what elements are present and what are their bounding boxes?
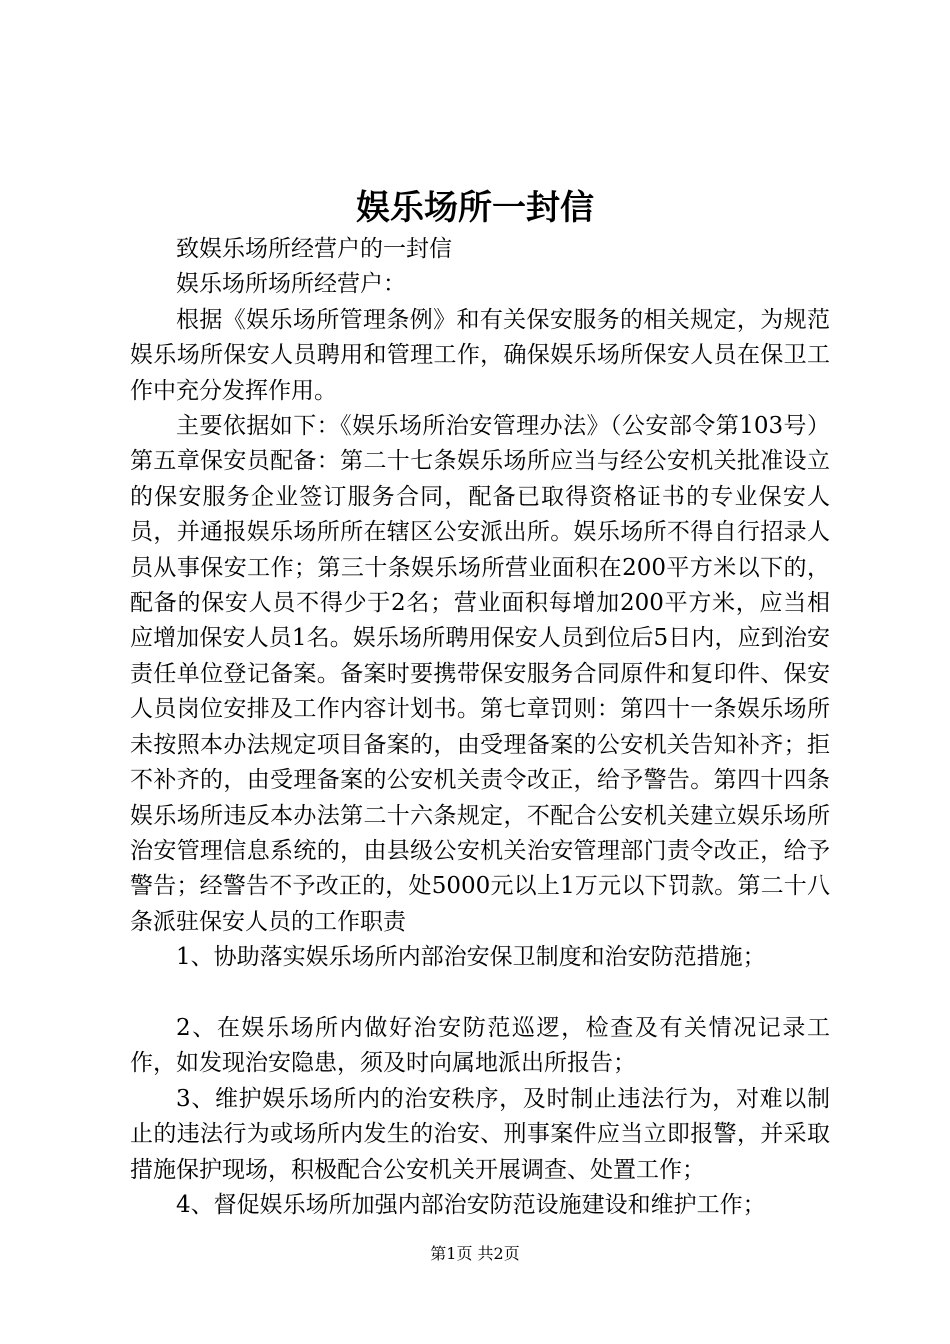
page-footer: 第1页 共2页 <box>430 1244 520 1263</box>
letter-heading: 致娱乐场所经营户的一封信 <box>176 236 452 262</box>
blank-line <box>130 976 830 1011</box>
salutation: 娱乐场所场所经营户： <box>176 271 406 298</box>
duty-item-4: 4、督促娱乐场所加强内部治安防范设施建设和维护工作； <box>176 1191 766 1218</box>
duty-item-3: 3、维护娱乐场所内的治安秩序，及时制止违法行为，对难以制止的违法行为或场所内发生的治安、刑事案件应当立即报警，并采取措施保护现场，积极配合公安机关开展调查、处置工作； <box>130 1085 830 1183</box>
intro-paragraph: 根据《娱乐场所管理条例》和有关保安服务的相关规定，为规范娱乐场所保安人员聘用和管理工作，确保娱乐场所保安人员在保卫工作中充分发挥作用。 <box>130 306 830 404</box>
duty-item-2: 2、在娱乐场所内做好治安防范巡逻，检查及有关情况记录工作，如发现治安隐患，须及时向属地派出所报告； <box>130 1014 830 1077</box>
document-title: 娱乐场所一封信 <box>356 188 594 228</box>
regulations-paragraph: 主要依据如下：《娱乐场所治安管理办法》（公安部令第103号）第五章保安员配备：第二十七条娱乐场所应当与经公安机关批准设立的保安服务企业签订服务合同，配备已取得资格证书的专业保安人员，并通报娱乐场所所在辖区公安派出所。娱乐场所不得自行招录人员从事保安工作；第三十条娱乐场所营业面积在200平方米以下的，配备的保安人员不得少于2名；营业面积每增加200平方米，应当相应增加保安人员1名。娱乐场所聘用保安人员到位后5日内，应到治安责任单位登记备案。备案时要携带保安服务合同原件和复印件、保安人员岗位安排及工作内容计划书。第七章罚则：第四十一条娱乐场所未按照本办法规定项目备案的，由受理备案的公安机关告知补齐；拒不补齐的，由受理备案的公安机关责令改正，给予警告。第四十四条娱乐场所违反本办法第二十六条规定，不配合公安机关建立娱乐场所治安管理信息系统的，由县级公安机关治安管理部门责令改正，给予警告；经警告不予改正的，处5000元以上1万元以下罚款。第二十八条派驻保安人员的工作职责 <box>130 413 830 935</box>
duty-item-1: 1、协助落实娱乐场所内部治安保卫制度和治安防范措施； <box>176 944 766 971</box>
document-body <box>130 232 830 1223</box>
